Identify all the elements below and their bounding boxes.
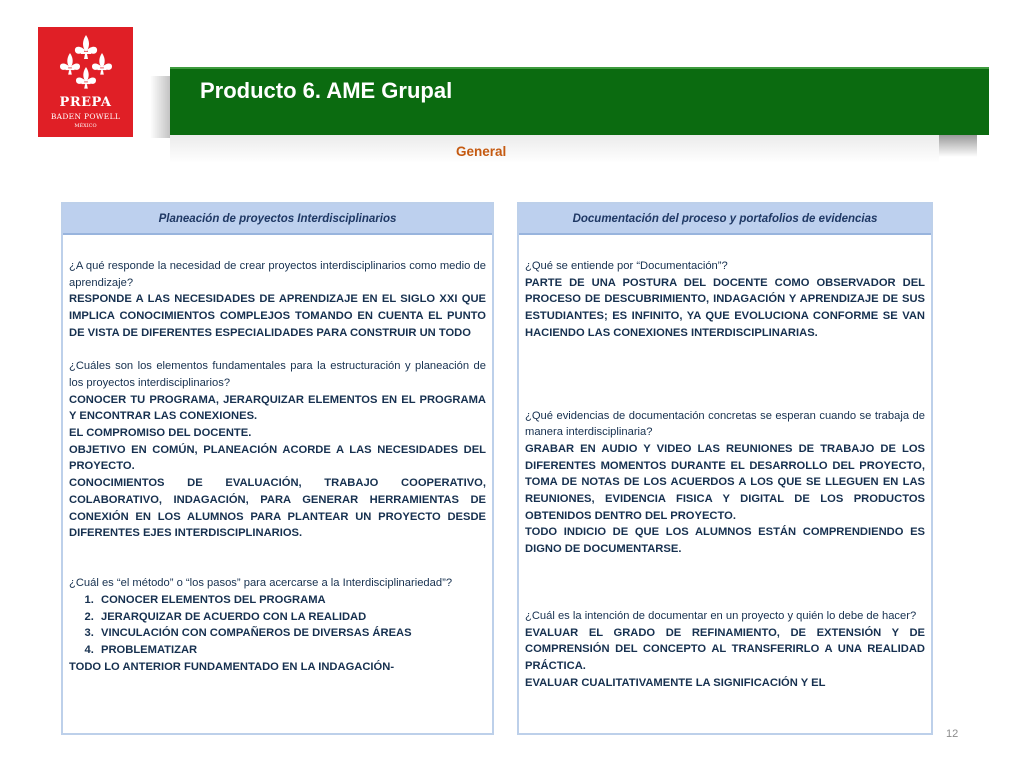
question-text: ¿Cuál es “el método” o “los pasos” para acercarse a la Interdisciplinariedad”? xyxy=(69,577,453,590)
page-number: 12 xyxy=(946,728,959,740)
list-item: 3. VINCULACIÓN CON COMPAÑEROS DE DIVERSAS ÁREAS xyxy=(97,625,486,642)
fleur-de-lis-icon xyxy=(56,33,116,93)
answer-text: EVALUAR CUALITATIVAMENTE LA SIGNIFICACIÓN Y EL xyxy=(525,676,826,689)
steps-list xyxy=(69,592,486,659)
answer-text: CONOCIMIENTOS DE EVALUACIÓN, TRABAJO COOPERATIVO, COLABORATIVO, INDAGACIÓN, PARA GENERAR HERRAMIENTAS DE CONEXIÓN EN LOS ALUMNOS PARA PLANTEAR UN PROYECTO DESDE DIFERENTES EJES INTERDISCIPLINARIOS. xyxy=(69,477,486,540)
answer-text: EVALUAR EL GRADO DE REFINAMIENTO, DE EXTENSIÓN Y DE COMPRENSIÓN DEL CONCEPTO AL TRANSFERIRLO A UNA REALIDAD PRÁCTICA. xyxy=(525,626,925,672)
left-panel-heading: Planeación de proyectos Interdisciplinarios xyxy=(63,204,492,235)
list-item: 2. JERARQUIZAR DE ACUERDO CON LA REALIDAD xyxy=(97,609,486,626)
banner-underlay xyxy=(170,135,939,163)
question-text: ¿Cuáles son los elementos fundamentales para la estructuración y planeación de los proyectos interdisciplinarios? xyxy=(69,360,486,389)
title-banner xyxy=(170,67,989,135)
left-panel-body xyxy=(69,258,486,733)
logo-line-1: PREPA xyxy=(59,95,112,110)
answer-text: CONOCER TU PROGRAMA, JERARQUIZAR ELEMENTOS EN EL PROGRAMA Y ENCONTRAR LAS CONEXIONES. xyxy=(69,393,486,423)
question-text: ¿A qué responde la necesidad de crear proyectos interdisciplinarios como medio de aprendizaje? xyxy=(69,260,486,289)
logo-line-3: MÉXICO xyxy=(74,123,97,129)
banner-shadow xyxy=(150,76,172,138)
logo-line-2: BADEN POWELL xyxy=(50,112,121,121)
list-item: 1. CONOCER ELEMENTOS DEL PROGRAMA xyxy=(97,592,486,609)
answer-text: TODO INDICIO DE QUE LOS ALUMNOS ESTÁN COMPRENDIENDO ES DIGNO DE DOCUMENTARSE. xyxy=(525,526,925,556)
slide-title: Producto 6. AME Grupal xyxy=(200,78,453,103)
answer-text: GRABAR EN AUDIO Y VIDEO LAS REUNIONES DE TRABAJO DE LOS DIFERENTES MOMENTOS DURANTE EL DESARROLLO DEL PROYECTO, TOMA DE NOTAS DE LOS ACUERDOS A LOS QUE SE LLEGUEN EN LAS REUNIONES, EVIDENCIA FISICA Y DIGITAL DE LOS PRODUCTOS OBTENIDOS DENTRO DEL PROYECTO. xyxy=(525,442,925,522)
right-panel-heading: Documentación del proceso y portafolios de evidencias xyxy=(519,204,931,235)
answer-text: EL COMPROMISO DEL DOCENTE. xyxy=(69,427,252,440)
banner-underlay-shadow xyxy=(939,135,977,157)
left-panel xyxy=(61,202,494,735)
section-subtitle: General xyxy=(456,144,507,159)
question-text: ¿Qué evidencias de documentación concretas se esperan cuando se trabaja de manera interdisciplinaria? xyxy=(525,409,925,439)
right-panel xyxy=(517,202,933,735)
school-logo xyxy=(38,27,133,137)
answer-text: RESPONDE A LAS NECESIDADES DE APRENDIZAJE EN EL SIGLO XXI QUE IMPLICA CONOCIMIENTOS COMPLEJOS TOMANDO EN CUENTA EL PUNTO DE VISTA DE DIFERENTES ESPECIALIDADES PARA CONSTRUIR UN TODO xyxy=(69,293,486,339)
right-panel-body xyxy=(525,258,925,733)
question-text: ¿Qué se entiende por “Documentación”? xyxy=(525,260,728,272)
question-text: ¿Cuál es la intención de documentar en un proyecto y quién lo debe de hacer? xyxy=(525,609,917,622)
list-item: 4. PROBLEMATIZAR xyxy=(97,642,486,659)
answer-text: PARTE DE UNA POSTURA DEL DOCENTE COMO OBSERVADOR DEL PROCESO DE DESCUBRIMIENTO, INDAGACIÓN Y APRENDIZAJE DE SUS ESTUDIANTES; ES INFINITO, YA QUE EVOLUCIONA CONFORME SE VAN HACIENDO LAS CONEXIONES INTERDISCIPLINARIAS. xyxy=(525,276,925,339)
answer-text: TODO LO ANTERIOR FUNDAMENTADO EN LA INDAGACIÓN- xyxy=(69,660,395,673)
answer-text: OBJETIVO EN COMÚN, PLANEACIÓN ACORDE A LAS NECESIDADES DEL PROYECTO. xyxy=(69,443,486,473)
